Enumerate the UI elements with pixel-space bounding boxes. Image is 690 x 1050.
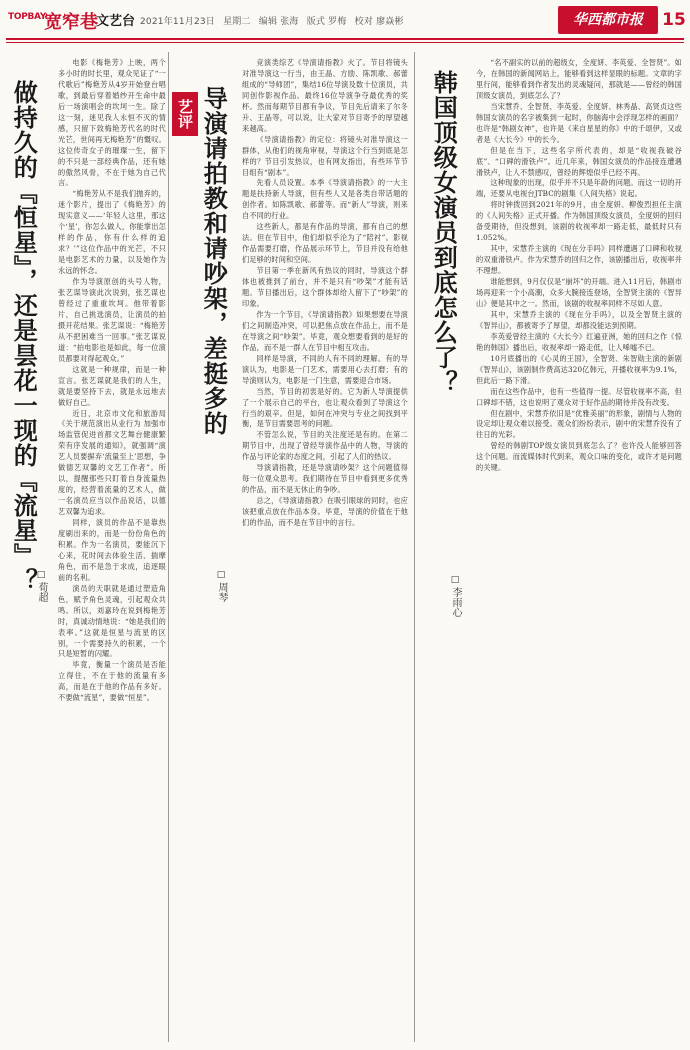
article-author-1: □ 荀超: [34, 570, 49, 602]
paragraph: 这种现象的出现，似乎并不只是年龄的问题。而这一切的开端，还要从电视台JTBC的剧集《人间失格》说起。: [476, 178, 682, 199]
paragraph: 其中，宋慧乔主演的《现在分手吗》，以及全智贤主演的《智异山》，都被寄予了厚望，却都没能达到预期。: [476, 309, 682, 330]
paragraph: 导演请指教，还是导演请吵架？这个问题值得每一位观众思考。我们期待在节目中看到更多优秀的作品，而不是无休止的争吵。: [242, 463, 408, 495]
paragraph: 演员的天职就是通过塑造角色，赋予角色灵魂，引起观众共鸣。所以，刘嘉玲在说到梅艳芳时，真诚动情地说：“她是我们的表率。”这就是恒星与流星的区别，一个需要持久的积累，一个只是短暂的闪耀。: [58, 583, 166, 659]
paragraph: “梅艳芳从不是我们抛弃的，迷个影片，提出了《梅艳芳》的现实意义——‘年轻人这里，那这个‘星’，你怎么做人，你能掌出怎样的作品，你有什么样的追求？’”这位作品中的光芒，不只是电影艺术的力量，以及她作为永远的怀念。: [58, 189, 166, 276]
article-title-3: 韩国顶级女演员到底怎么了？: [429, 70, 458, 395]
paragraph: “名不副实的以前的超级女，全度妍、李英爱、全智贤”。如今，在韩国的新闻网站上，能够看到这样显眼的标题。文章的字里行间，能够看到作者发出的灵魂疑问，那就是——曾经的韩国顶级女演员，到底怎么了？: [476, 58, 682, 100]
paragraph: 10月底播出的《心灵的王国》，全智贤、朱智勋主演的新剧《智异山》，该剧制作费高达320亿韩元，开播收视率为9.1%，但此后一路下滑。: [476, 353, 682, 385]
paragraph: 不管怎么说，节目的关注度还是有的。在第二期节目中，出现了曾经导演作品中的人物，导演的作品与评论家的态度之间，引起了人们的热议。: [242, 430, 408, 462]
article-body-3: [476, 58, 682, 1040]
paragraph: 当宋慧乔、全智贤、李英爱、全度妍、林秀晶、高贤贞这些韩国女演员的名字被集到一起时，你脑海中会浮现怎样的画面？也许是“韩剧女神”，也许是《来自星星的你》中的千颂伊，又或者是《大长今》中的长今。: [476, 101, 682, 144]
header-rule-thin: [6, 42, 684, 43]
paragraph: 这些新人，都是有作品的导演，都有自己的想法。但在节目中，他们却似乎沦为了“陪衬”。影视作品需要打磨，作品展示环节上，节目并没有给他们足够的时间和空间。: [242, 222, 408, 265]
paragraph: 总之，《导演请指教》在吸引眼球的同时，也应该把重点放在作品本身。毕竟，导演的价值在于他们的作品，而不是在节目中的言行。: [242, 496, 408, 528]
header-rule: [6, 38, 684, 40]
paragraph: 近日，北京市文化和旅游局《关于规范演出从业行为 加强市场监管促进首都文艺舞台健康繁荣有序发展的通知》，就强调“演艺人员要摒弃‘流量至上’思想，争做德艺双馨的文艺工作者”。所以，提醒那些只盯着自身流量热度的，经营着流量的艺术人，做一名演员应当以作品说话，以德艺双馨为追求。: [58, 408, 166, 517]
brand-chinese: 宽窄巷: [44, 12, 98, 33]
paragraph: 同样是导演，不同的人有不同的理解。有的导演认为，电影是一门艺术，需要用心去打磨；有的导演则认为，电影是一门生意，需要迎合市场。: [242, 353, 408, 385]
article-author-3: □ 李雨心: [448, 575, 463, 617]
proof-credit: 校对 廖焱彬: [354, 17, 404, 27]
paragraph: 其中，宋慧乔主演的《现在分手吗》同样遭遇了口碑和收视的双重滑铁卢。作为宋慧乔的回归之作，该剧播出后，收视率并不理想。: [476, 244, 682, 276]
issue-date: 2021年11月23日: [140, 17, 216, 27]
article-body-1: [58, 58, 166, 1040]
article-title-1: 做持久的『恒星』，还是昙花一现的『流星』？: [9, 80, 38, 593]
paragraph: 这就是一种规律，而是一种宣言。张艺谋就是我们的人生，就是要坚持下去，就是永远地去做好自己。: [58, 364, 166, 407]
paragraph: 而在这些作品中，也有一些值得一提。尽管收视率不高，但口碑却不错，这也说明了观众对于好作品的期待并没有改变。: [476, 386, 682, 407]
article-author-2: □ 周琴: [214, 570, 229, 602]
paragraph: 但是在当下，这些名字所代表的，却是“收视我破谷底”、“口碑的滑铁卢”。近几年来，韩国女演员的作品接连遭遇滑铁卢，让人不禁感叹，曾经的辉煌似乎已经不再。: [476, 145, 682, 177]
paragraph: 先看人员设置。本季《导演请指教》的一大主题是扶持新人导演，但有些人又是各类自带话题的创作者。如陈凯歌、郝蕾等。而“新人”导演，则来自不同的行业。: [242, 178, 408, 221]
article-title-2: 导演请拍教和请吵架，差挺多的: [199, 86, 228, 436]
paragraph: 《导演请指教》的定位：将镜头对准导演这一群体，从他们的视角审视，导演这个行当到底是怎样的？节目引发热议，也有网友指出，有些环节节目组有“剧本”。: [242, 134, 408, 177]
column-divider: [414, 52, 415, 1042]
paragraph: 毕竟，衡量一个演员是否能立得住，不在于他的流量有多高，而是在于他的作品有多好。不要做“流星”，要做“恒星”。: [58, 660, 166, 703]
column-name: 文艺台: [96, 14, 136, 29]
paragraph: 曾经的韩剧TOP级女演员到底怎么了？也许没人能够回答这个问题。而流媒体时代到来，观众口味的变化，或许才是问题的关键。: [476, 441, 682, 473]
article-body-2: [242, 58, 408, 1040]
column-divider: [168, 52, 169, 1042]
paragraph: 作为一个节目，《导演请指教》如果想要在导演们之间制造冲突，可以把焦点放在作品上，而不是在导演之间“吵架”。毕竟，观众想要看到的是好的作品，而不是一群人在节目中相互攻击。: [242, 309, 408, 352]
paragraph: 李英爱曾经主演的《大长今》红遍亚洲，她的回归之作《惊艳的韩国》播出后，收视率却一路走低，让人唏嘘不已。: [476, 331, 682, 352]
section-tag: 艺评: [172, 92, 198, 136]
paragraph: 但在剧中，宋慧乔依旧是“优雅美丽”的形象，剧情与人物的设定却让观众难以接受。观众们纷纷表示，剧中的宋慧乔没有了往日的光彩。: [476, 408, 682, 440]
designer-credit: 版式 罗梅: [306, 17, 347, 27]
paragraph: 作为导演原创的头号人物，张艺谋导演此次说到，张艺谋也曾经过了重重坎坷。他带着影片，自己挑选演员，让演员的拍摄开花结果。张艺谋说：“梅艳芳从不把困难当一回事。”张艺谋说道：“拍电影也是如此，每一位演员都要对得起观众。”: [58, 277, 166, 363]
editor-credit: 编辑 张海: [258, 17, 299, 27]
issue-weekday: 星期二: [223, 17, 251, 27]
issue-meta: [140, 14, 409, 27]
newspaper-logo: 华西都市报: [558, 6, 658, 34]
page-header: [0, 0, 690, 48]
paragraph: 电影《梅艳芳》上映，两个多小时的时长里，观众见证了“一代歌后”梅艳芳从4岁开始登台唱歌，到最后穿着婚纱开生命中最后一场演唱会的坎坷一生。除了这一刻，迷见我人永恒不灭的情感，只留下致梅艳芳代名的时代光芒，世间再无梅艳芳”的慨叹。这位传奇女子的璀璨一生，留下的不只是一部经典作品，还有她的傲然风骨，不在于她为自己代言。: [58, 58, 166, 188]
paragraph: 同样，演员的作品不是靠热度刷出来的，而是一份份角色的积累。作为一名演员，要能沉下心来，花时间去体验生活、揣摩角色，而不是急于求成，追逐眼前的名利。: [58, 518, 166, 582]
brand-english: TOPBAY: [8, 12, 47, 22]
paragraph: 当然，节目的初衷是好的。它为新人导演提供了一个展示自己的平台，也让观众看到了导演这个行当的艰辛。但是，如何在冲突与专业之间找到平衡，是节目需要思考的问题。: [242, 386, 408, 429]
paragraph: 竞演类综艺《导演请指教》火了。节目将镜头对准导演这一行当，由王晶、方励、陈凯歌、郝蕾组成的“导师团”，集结16位导演及数十位演员，共同创作影视作品。最终16位导演争夺最优秀的奖杯。然而每期节目都有争议，节目先后请来了尔冬升、王晶等，可以说，让大家对节目寄予的厚望越来越高。: [242, 58, 408, 133]
paragraph: 节目第一季在新风有热议的同时，导演这个群体也被推到了前台，并不是只有“吵架”才能有话题。节目播出后，这个群体却给人留下了“吵架”的印象。: [242, 266, 408, 308]
paragraph: 谁能想到，9月仅仅是“崩坏”的开端。进入11月后，韩剧市场再迎来一个小高潮，众多大腕接连登场，全智贤主演的《智异山》便是其中之一。然而，该剧的收视率同样不尽如人意。: [476, 277, 682, 308]
page-number: 15: [662, 10, 686, 30]
paragraph: 将时钟拨回到2021年的9月，由全度妍、柳俊烈担任主演的《人间失格》正式开播。作为韩国顶级女演员，全度妍的回归备受期待，但没想到，该剧的收视率却一路走低，最低时只有1.052%。: [476, 200, 682, 243]
